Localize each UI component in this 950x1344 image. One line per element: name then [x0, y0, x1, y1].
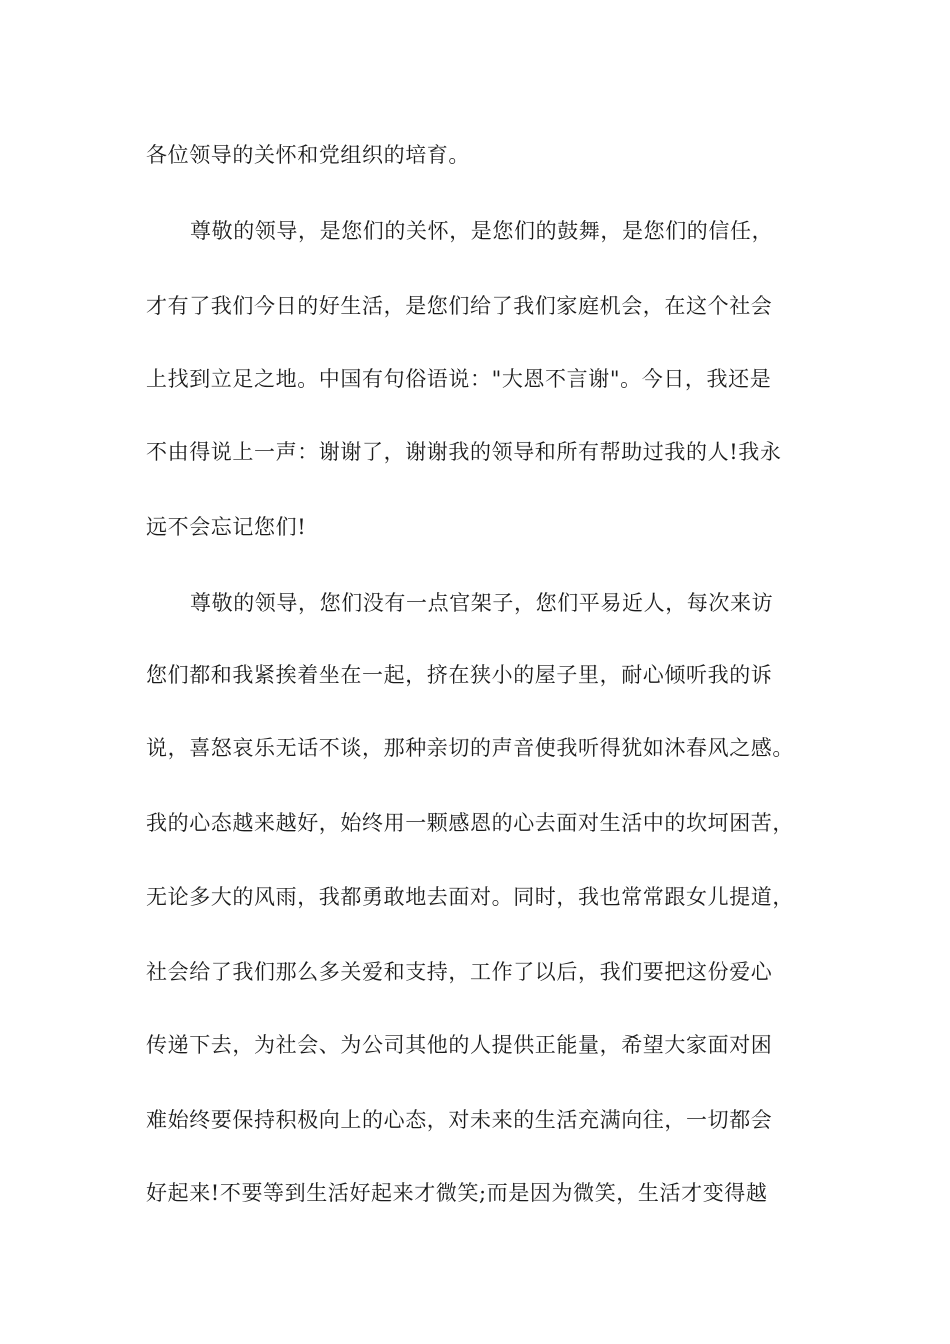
text-line: 说，喜怒哀乐无话不谈，那种亲切的声音使我听得犹如沐春风之感。 [146, 736, 794, 760]
text-line: 无论多大的风雨，我都勇敢地去面对。同时，我也常常跟女儿提道， [146, 885, 794, 909]
text-line: 好起来!不要等到生活好起来才微笑;而是因为微笑，生活才变得越 [146, 1181, 768, 1205]
text-line: 才有了我们今日的好生活，是您们给了我们家庭机会，在这个社会 [146, 294, 773, 318]
text-line: 您们都和我紧挨着坐在一起，挤在狭小的屋子里，耐心倾听我的诉 [146, 663, 773, 687]
text-line: 难始终要保持积极向上的心态，对未来的生活充满向往，一切都会 [146, 1108, 773, 1132]
text-line: 上找到立足之地。中国有句俗语说："大恩不言谢"。今日，我还是 [146, 367, 772, 391]
text-line: 各位领导的关怀和党组织的培育。 [146, 143, 470, 167]
text-line: 传递下去，为社会、为公司其他的人提供正能量，希望大家面对困 [146, 1033, 773, 1057]
text-line: 远不会忘记您们! [146, 515, 307, 539]
text-line: 社会给了我们那么多关爱和支持，工作了以后，我们要把这份爱心 [146, 960, 773, 984]
paragraph-start-line: 尊敬的领导，您们没有一点官架子，您们平易近人，每次来访 [190, 591, 774, 615]
paragraph-start-line: 尊敬的领导，是您们的关怀，是您们的鼓舞，是您们的信任， [190, 219, 774, 243]
text-line: 我的心态越来越好，始终用一颗感恩的心去面对生活中的坎坷困苦， [146, 811, 794, 835]
text-line: 不由得说上一声：谢谢了，谢谢我的领导和所有帮助过我的人!我永 [146, 440, 782, 464]
